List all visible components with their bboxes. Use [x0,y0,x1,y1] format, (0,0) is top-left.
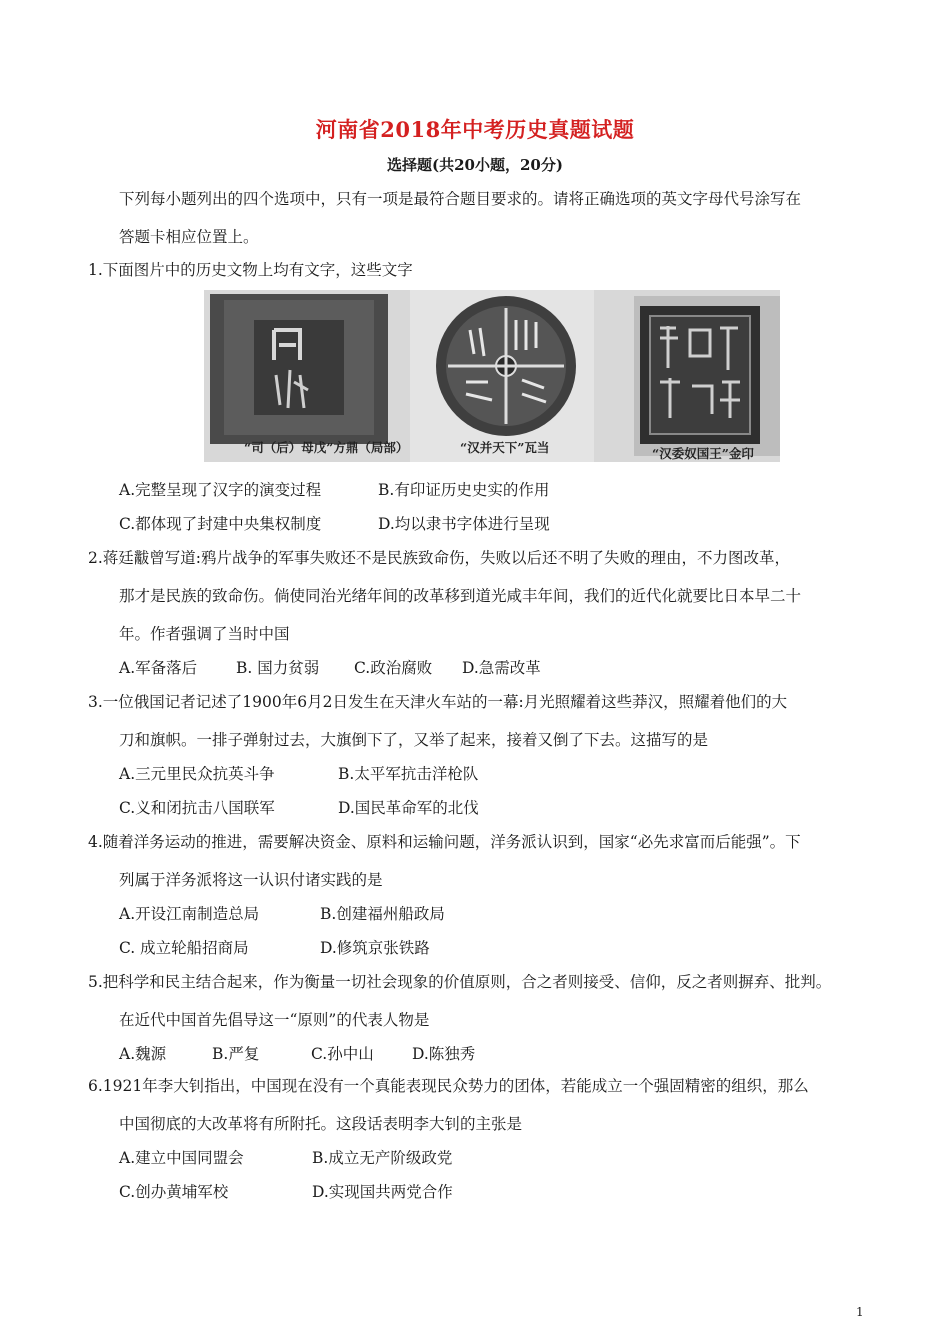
artifact-photos [204,290,780,462]
question-1-option-a: A.完整呈现了汉字的演变过程 [119,481,322,499]
question-4-option-b: B.创建福州船政局 [320,905,445,923]
exam-title: 河南省2018年中考历史真题试题 [315,117,635,142]
instructions-line-1: 下列每小题列出的四个选项中，只有一项是最符合题目要求的。请将正确选项的英文字母代号涂写在 [119,190,802,208]
question-6-option-a: A.建立中国同盟会 [119,1149,244,1167]
question-4-stem-2: 列属于洋务派将这一认识付诸实践的是 [119,871,383,889]
question-5-option-a: A.魏源 [119,1045,167,1063]
section-heading: 选择题(共20小题，20分) [387,156,563,174]
question-6-stem-2: 中国彻底的大改革将有所附托。这段话表明李大钊的主张是 [119,1115,523,1133]
instructions-line-2: 答题卡相应位置上。 [119,228,259,246]
question-1-option-b: B.有印证历史史实的作用 [378,481,550,499]
question-6-option-c: C.创办黄埔军校 [119,1183,229,1201]
question-5-option-b: B.严复 [212,1045,260,1063]
question-4-option-a: A.开设江南制造总局 [119,905,260,923]
question-3-option-b: B.太平军抗击洋枪队 [338,765,479,783]
question-3-option-a: A.三元里民众抗英斗争 [119,765,275,783]
figure-caption-ding: “司（后）母戊”方鼎（局部） [244,440,409,455]
question-1-stem: 1.下面图片中的历史文物上均有文字，这些文字 [88,261,413,279]
question-2-stem-1: 2.蒋廷黻曾写道:鸦片战争的军事失败还不是民族致命伤，失败以后还不明了失败的理由，不力图改革， [88,549,791,567]
question-6-option-b: B.成立无产阶级政党 [312,1149,453,1167]
question-2-option-d: D.急需改革 [462,659,541,677]
question-1-option-c: C.都体现了封建中央集权制度 [119,515,322,533]
question-4-option-c: C. 成立轮船招商局 [119,939,249,957]
page-number: 1 [856,1305,864,1319]
question-3-stem-2: 刀和旗帜。一排子弹射过去，大旗倒下了，又举了起来，接着又倒了下去。这描写的是 [119,731,709,749]
question-2-option-a: A.军备落后 [119,659,198,677]
question-1-option-d: D.均以隶书字体进行呈现 [378,515,550,533]
question-5-option-d: D.陈独秀 [412,1045,476,1063]
question-2-stem-3: 年。作者强调了当时中国 [119,625,290,643]
question-5-option-c: C.孙中山 [311,1045,374,1063]
question-6-stem-1: 6.1921年李大钊指出，中国现在没有一个真能表现民众势力的团体，若能成立一个强固精密的组织，那么 [88,1077,809,1095]
question-5-stem-1: 5.把科学和民主结合起来，作为衡量一切社会现象的价值原则，合之者则接受、信仰，反之者则摒弃、批判。 [88,973,832,991]
question-4-option-d: D.修筑京张铁路 [320,939,430,957]
figure-caption-seal: “汉委奴国王”金印 [652,446,754,461]
question-6-option-d: D.实现国共两党合作 [312,1183,453,1201]
question-3-option-c: C.义和闭抗击八国联军 [119,799,275,817]
question-3-option-d: D.国民革命军的北伐 [338,799,479,817]
question-2-stem-2: 那才是民族的致命伤。倘使同治光绪年间的改革移到道光咸丰年间，我们的近代化就要比日本早二十 [119,587,802,605]
question-4-stem-1: 4.随着洋务运动的推进，需要解决资金、原料和运输问题，洋务派认识到，国家“必先求富而后能强”。下 [88,833,801,851]
figure-caption-tile: “汉并天下”瓦当 [460,440,550,455]
question-2-option-b: B. 国力贫弱 [236,659,320,677]
question-3-stem-1: 3.一位俄国记者记述了1900年6月2日发生在天津火车站的一幕:月光照耀着这些莽汉，照耀着他们的大 [88,693,788,711]
question-5-stem-2: 在近代中国首先倡导这一“原则”的代表人物是 [119,1011,430,1029]
artifact-figure [204,290,780,462]
question-2-option-c: C.政治腐败 [354,659,433,677]
